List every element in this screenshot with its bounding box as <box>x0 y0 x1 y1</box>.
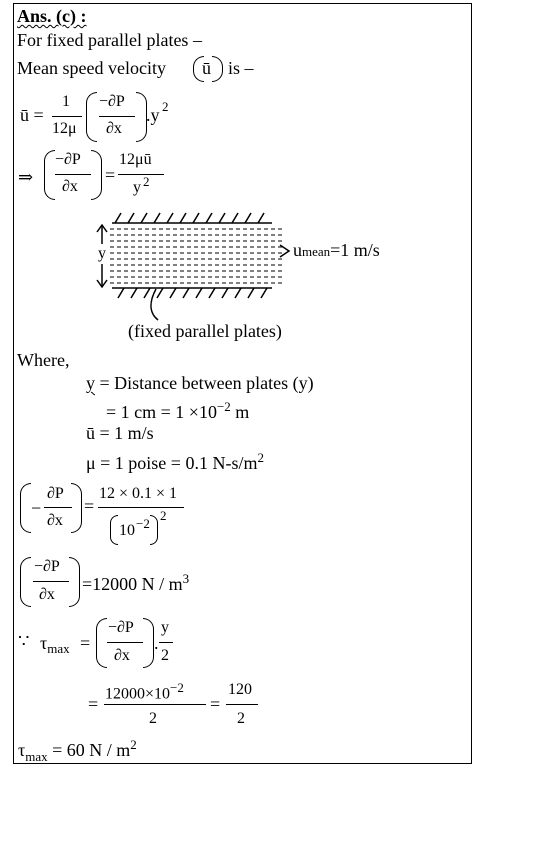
eq1-num: 1 <box>62 93 70 110</box>
eq6-num2: 120 <box>228 681 252 698</box>
eq4-result-text: =12000 N / m <box>82 574 183 594</box>
y-val-text: = 1 cm = 1 ×10 <box>106 402 217 422</box>
eq2-inner-num: −∂P <box>55 151 81 168</box>
eq1-tail-exp: 2 <box>162 99 169 114</box>
diagram-y-label: y <box>98 245 106 262</box>
velocity-sub: mean <box>302 244 331 259</box>
eq5-paren-right <box>143 618 154 668</box>
eq5-eq: = <box>80 633 91 653</box>
eq3-paren-left <box>20 483 31 533</box>
eq1-inner-den: ∂x <box>106 120 122 137</box>
eq5-tau-sub: max <box>47 641 70 656</box>
flow-lines <box>110 229 285 283</box>
eq6-den2: 2 <box>237 710 245 727</box>
intro-line-1: For fixed parallel plates – <box>17 30 202 50</box>
eq6-num <box>105 681 184 702</box>
eq3-frac-bar <box>98 507 184 508</box>
eq2-den-exp: 2 <box>143 174 150 189</box>
eq4-inner-den: ∂x <box>39 586 55 603</box>
eq5-because: ∵ <box>18 631 30 651</box>
eq5-inner-den: ∂x <box>114 647 130 664</box>
eq3-den-exp-inner: −2 <box>136 516 150 531</box>
eq1-lhs: ū = <box>20 105 44 125</box>
eq3-inner-bar <box>44 507 72 508</box>
where-y-line <box>86 374 314 392</box>
eq4-paren-left <box>20 557 31 607</box>
eq5-inner-bar <box>107 642 143 643</box>
velocity-value: =1 m/s <box>330 240 380 260</box>
final-tau-sub: max <box>25 749 48 764</box>
eq5-paren-left <box>96 618 107 668</box>
intro-tail: is – <box>228 58 254 78</box>
eq1-den: 12μ <box>52 120 77 137</box>
eq6-num-text: 12000×10 <box>105 685 171 703</box>
eq3-eq: = <box>84 496 95 516</box>
final-result <box>18 737 137 764</box>
eq5-tau <box>40 633 70 656</box>
final-tau: τ <box>18 740 26 760</box>
eq2-eq: = <box>105 165 116 185</box>
eq1-tail: .y <box>146 105 160 125</box>
mu-exp: 2 <box>257 450 264 465</box>
where-mu-line <box>86 451 264 472</box>
eq3-num: 12 × 0.1 × 1 <box>99 485 178 502</box>
eq6-den: 2 <box>149 710 157 727</box>
final-value: = 60 N / m <box>47 740 131 760</box>
eq3-den-exp: 2 <box>160 508 167 523</box>
eq5-inner-num: −∂P <box>108 619 134 636</box>
eq6-eq2: = <box>210 694 221 714</box>
eq2-den: y <box>133 179 141 196</box>
eq2-num: 12μū <box>119 151 152 168</box>
eq2-inner-den: ∂x <box>62 178 78 195</box>
eq6-eq1: = <box>88 694 99 714</box>
caption-pointer <box>151 289 158 320</box>
eq5-tau-symbol: τ <box>40 633 48 653</box>
where-y-symbol: y <box>86 373 95 393</box>
mu-text: μ = 1 poise = 0.1 N-s/m <box>86 453 258 473</box>
eq5-dot: . <box>154 633 159 653</box>
eq6-num-exp: −2 <box>170 680 184 695</box>
eq3-den-paren-left <box>110 515 118 545</box>
eq5-frac-den: 2 <box>161 647 169 664</box>
eq3-minus: − <box>31 498 42 518</box>
where-u-line: ū = 1 m/s <box>86 423 154 443</box>
eq4-inner-num: −∂P <box>34 558 60 575</box>
eq4-paren-right <box>69 557 80 607</box>
eq4-result-exp: 3 <box>182 571 190 586</box>
velocity-u: u <box>293 240 302 260</box>
eq3-paren-right <box>71 483 82 533</box>
y-val-unit: m <box>230 402 250 422</box>
eq3-den-base: 10 <box>119 522 135 539</box>
intro-text: Mean speed velocity <box>17 58 166 78</box>
eq6-frac-bar-2 <box>226 704 258 705</box>
eq6-frac-bar <box>104 704 206 705</box>
diagram-velocity-label <box>293 241 380 259</box>
diagram-caption: (fixed parallel plates) <box>128 321 282 341</box>
eq5-frac-bar <box>159 642 173 643</box>
bottom-plate-hatching <box>118 288 267 298</box>
top-plate-hatching <box>115 213 264 223</box>
eq3-den-paren-right <box>150 515 158 545</box>
where-label: Where, <box>17 350 70 370</box>
eq1-inner-num: −∂P <box>99 93 125 110</box>
final-exp: 2 <box>130 737 137 752</box>
velocity-arrow <box>280 245 289 257</box>
eq3-inner-den: ∂x <box>47 512 63 529</box>
y-val-exp: −2 <box>216 399 231 414</box>
eq4-inner-bar <box>33 581 69 582</box>
where-y-def: = Distance between plates (y) <box>99 373 314 393</box>
where-y-value <box>106 400 249 421</box>
mean-velocity-symbol: ū <box>202 58 211 78</box>
eq4-result <box>82 572 189 593</box>
eq5-frac-num: y <box>161 619 169 636</box>
eq2-arrow: ⇒ <box>18 167 34 187</box>
eq3-inner-num: ∂P <box>47 485 64 502</box>
heading-text: Ans. (c) : <box>17 6 87 26</box>
